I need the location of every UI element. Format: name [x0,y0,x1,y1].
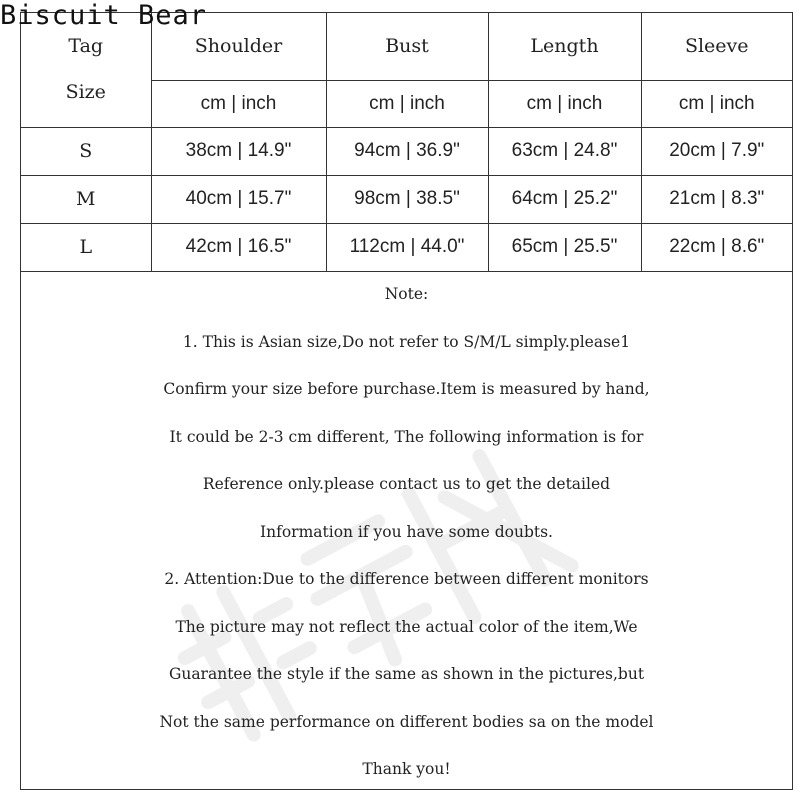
bust-value: 98cm | 38.5" [326,175,488,223]
length-value: 63cm | 24.8" [488,127,641,175]
size-label: L [21,223,151,271]
size-header-label: Size [65,81,106,103]
note-section [21,271,792,794]
table-row [21,127,792,175]
note-line: Guarantee the style if the same as shown in the pictures,but [168,665,645,683]
note-line: Thank you! [362,760,451,778]
sleeve-value: 20cm | 7.9" [641,127,792,175]
note-line: Confirm your size before purchase.Item is measured by hand, [163,380,650,398]
shoulder-value: 42cm | 16.5" [151,223,326,271]
table-row [21,223,792,271]
sleeve-value: 22cm | 8.6" [641,223,792,271]
note-line: 2. Attention:Due to the difference between different monitors [164,570,649,588]
size-chart-sheet [20,12,793,790]
note-line: It could be 2-3 cm different, The following information is for [169,427,644,446]
length-value: 65cm | 25.5" [488,223,641,271]
size-chart-table [21,13,792,272]
note-line: The picture may not reflect the actual color of the item,We [175,617,638,636]
column-header-sleeve: Sleeve [641,13,792,80]
column-header-length: Length [488,13,641,80]
table-row [21,175,792,223]
size-label: M [21,175,151,223]
bust-value: 112cm | 44.0" [326,223,488,271]
unit-cell-bust: cm | inch [326,80,488,127]
note-line: Reference only.please contact us to get the detailed [202,475,611,493]
note-line: Information if you have some doubts. [259,522,553,541]
unit-cell-shoulder: cm | inch [151,80,326,127]
note-line: Not the same performance on different bodies sa on the model [159,712,654,731]
tag-header-label: Tag [68,35,104,57]
column-header-bust: Bust [326,13,488,80]
unit-cell-sleeve: cm | inch [641,80,792,127]
note-line: 1. This is Asian size,Do not refer to S/M/L simply.please1 [182,332,631,351]
column-header-shoulder: Shoulder [151,13,326,80]
unit-cell-length: cm | inch [488,80,641,127]
sleeve-value: 21cm | 8.3" [641,175,792,223]
bust-value: 94cm | 36.9" [326,127,488,175]
length-value: 64cm | 25.2" [488,175,641,223]
brand-title: Biscuit Bear [0,0,208,31]
shoulder-value: 40cm | 15.7" [151,175,326,223]
shoulder-value: 38cm | 14.9" [151,127,326,175]
size-label: S [21,127,151,175]
note-line: Note: [384,285,429,303]
